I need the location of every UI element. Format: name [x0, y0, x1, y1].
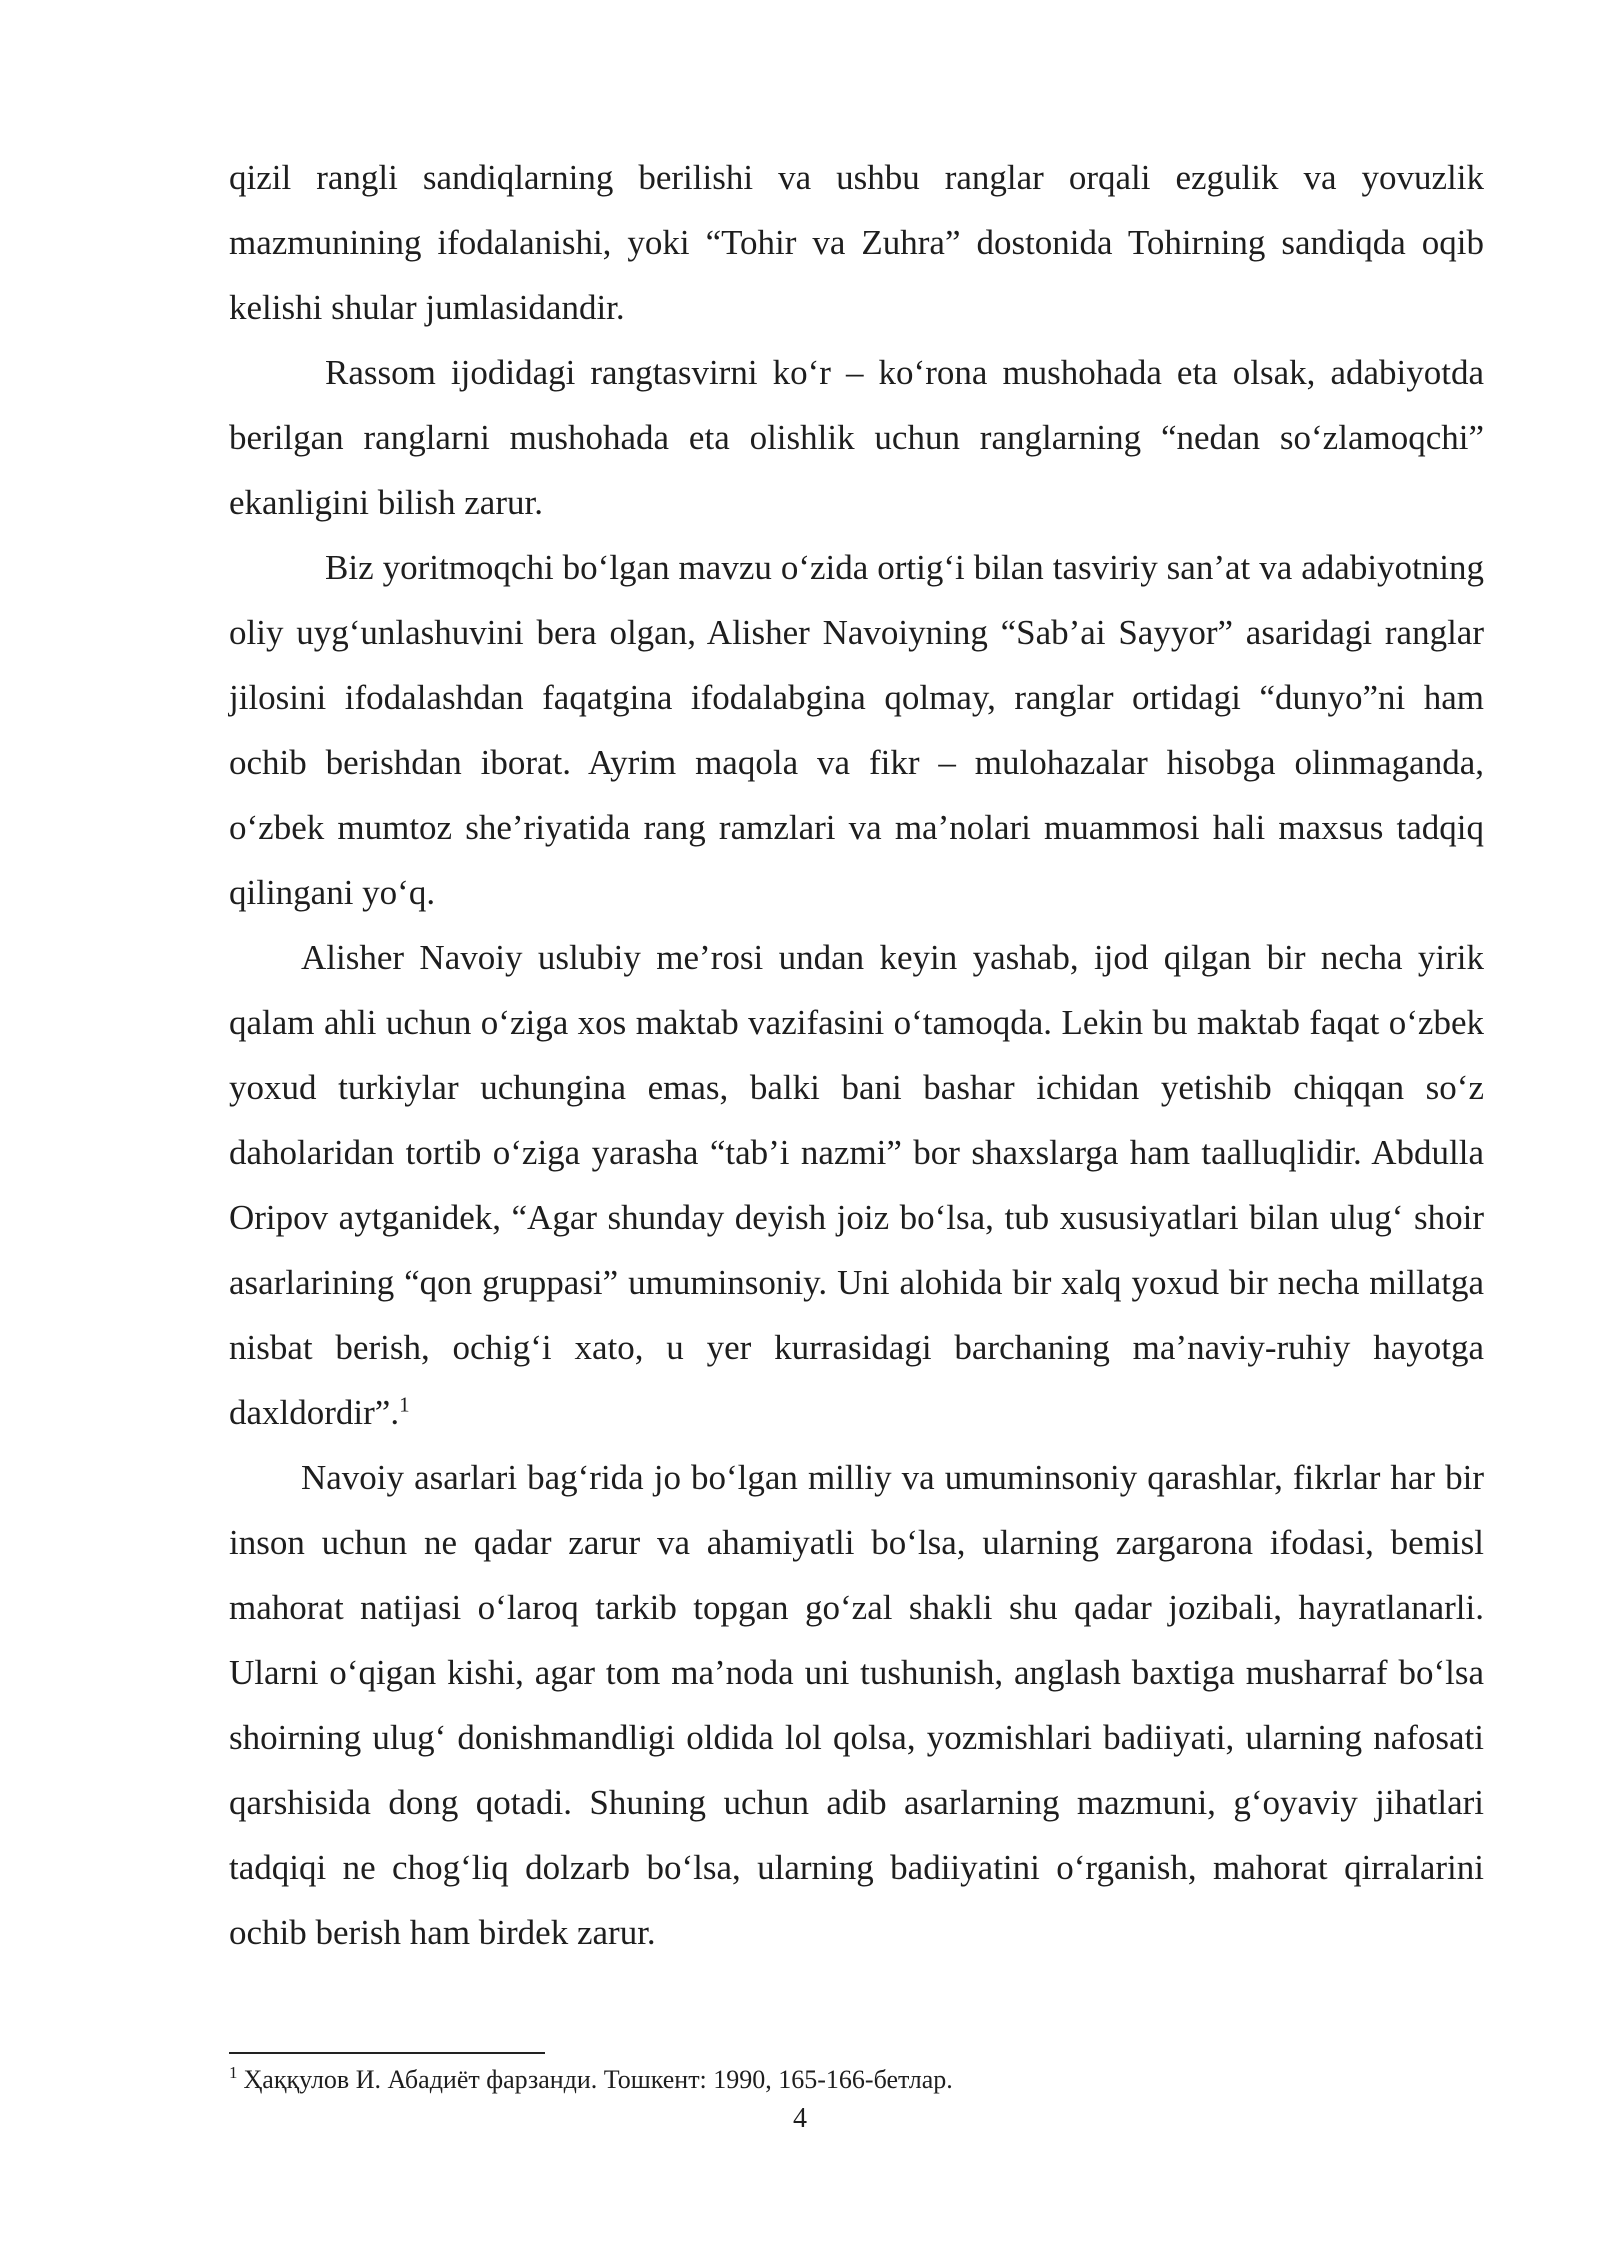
paragraph-alisher-navoiy [229, 925, 1484, 1445]
paragraph-rassom: Rassom ijodidagi rangtasvirni ko‘r – ko‘rona mushohada eta olsak, adabiyotda berilgan ranglarni mushohada eta olishlik uchun ranglarning “nedan so‘zlamoqchi” ekanligini bilish zarur. [229, 353, 1484, 522]
footnote-mark: 1 [229, 2063, 238, 2083]
footnote-reference[interactable]: 1 [399, 1392, 410, 1417]
page-number: 4 [793, 2103, 807, 2134]
paragraph-continued: qizil rangli sandiqlarning berilishi va ushbu ranglar orqali ezgulik va yovuzlik mazmunining ifodalanishi, yoki “Tohir va Zuhra” dostonida Tohirning sandiqda oqib kelishi shular jumlasidandir. [229, 158, 1484, 327]
footnote-text: Ҳаққулов И. Абадиёт фарзанди. Тошкент: 1990, 165-166-бетлар. [243, 2065, 953, 2094]
paragraph-navoiy-asarlari: Navoiy asarlari bag‘rida jo bo‘lgan milliy va umuminsoniy qarashlar, fikrlar har bir inson uchun ne qadar zarur va ahamiyatli bo‘lsa, ularning zargarona ifodasi, bemisl mahorat natijasi o‘laroq tarkib topgan go‘zal shakli shu qadar jozibali, hayratlanarli. Ularni o‘qigan kishi, agar tom ma’noda uni tushunish, anglash baxtiga musharraf bo‘lsa shoirning ulug‘ donishmandligi oldida lol qolsa, yozmishlari badiiyati, ularning nafosati qarshisida dong qotadi. Shuning uchun adib asarlarning mazmuni, g‘oyaviy jihatlari tadqiqi ne chog‘liq dolzarb bo‘lsa, ularning badiiyatini o‘rganish, mahorat qirralarini ochib berish ham birdek zarur. [229, 1458, 1484, 1952]
footnote-separator [229, 2052, 545, 2054]
document-body [229, 145, 1484, 1965]
paragraph-alisher-navoiy-text: Alisher Navoiy uslubiy me’rosi undan keyin yashab, ijod qilgan bir necha yirik qalam ahli uchun o‘ziga xos maktab vazifasini o‘tamoqda. Lekin bu maktab faqat o‘zbek yoxud turkiylar uchungina emas, balki bani bashar ichidan yetishib chiqqan so‘z daholaridan tortib o‘ziga yarasha “tab’i nazmi” bor shaxslarga ham taalluqlidir. Abdulla Oripov aytganidek, “Agar shunday deyish joiz bo‘lsa, tub xususiyatlari bilan ulug‘ shoir asarlarining “qon gruppasi” umuminsoniy. Uni alohida bir xalq yoxud bir necha millatga nisbat berish, ochig‘i xato, u yer kurrasidagi barchaning ma’naviy-ruhiy hayotga daxldordir”. [229, 938, 1484, 1432]
footnote [229, 2064, 1484, 2096]
paragraph-biz-yoritmoqchi: Biz yoritmoqchi bo‘lgan mavzu o‘zida ortig‘i bilan tasviriy san’at va adabiyotning oliy uyg‘unlashuvini bera olgan, Alisher Navoiyning “Sab’ai Sayyor” asaridagi ranglar jilosini ifodalashdan faqatgina ifodalabgina qolmay, ranglar ortidagi “dunyo”ni ham ochib berishdan iborat. Ayrim maqola va fikr – mulohazalar hisobga olinmaganda, o‘zbek mumtoz she’riyatida rang ramzlari va ma’nolari muammosi hali maxsus tadqiq qilingani yo‘q. [229, 548, 1484, 912]
